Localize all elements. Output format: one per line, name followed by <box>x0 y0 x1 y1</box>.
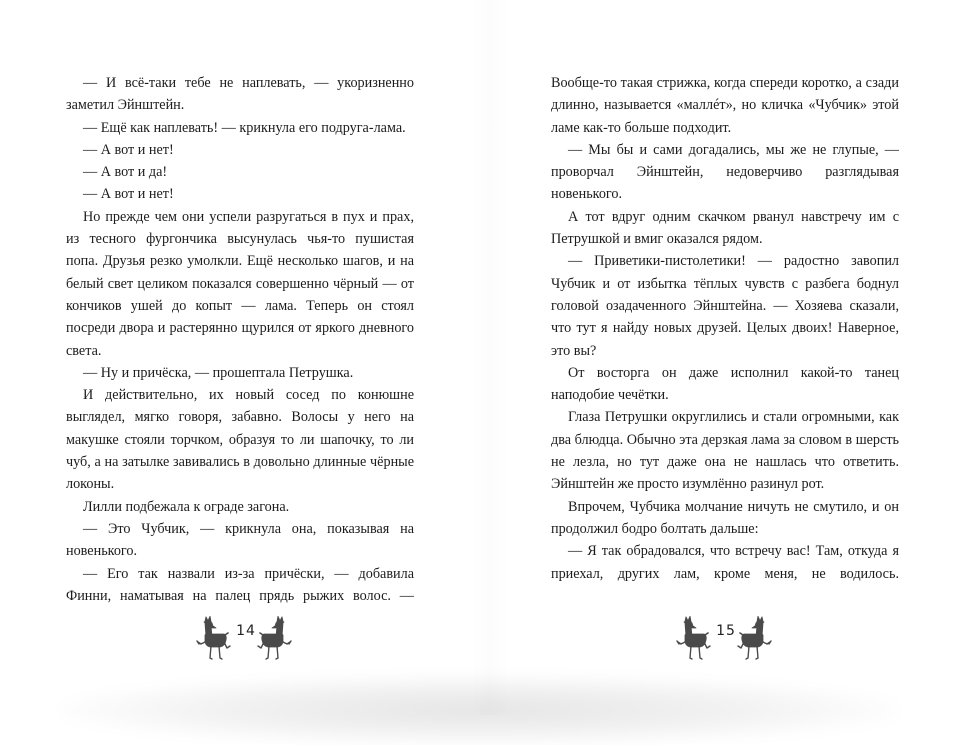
paragraph: — Ну и причёска, — прошептала Петрушка. <box>83 364 354 381</box>
paragraph: — А вот и нет! <box>83 141 174 158</box>
llama-icon <box>736 616 776 662</box>
paragraph: От восторга он даже исполнил какой-то танец наподобие чечётки. <box>551 364 899 404</box>
paragraph: — Приветики-пистолетики! — радостно завопил Чубчик и от избытка тёплых чувств с разбега боднул головой озадаченного Эйнштейна. — Хозяева сказали, что тут я найду новых друзей. Целых двоих! Наверное, это вы? <box>551 253 899 359</box>
left-page-footer <box>180 614 310 664</box>
paragraph: — А вот и да! <box>83 164 168 181</box>
paragraph: — Его так назвали из-за причёски, — добавила Финни, наматывая на палец прядь рыжих волос. — <box>66 565 414 604</box>
right-page <box>551 72 899 585</box>
book-shadow <box>60 675 898 745</box>
llama-icon <box>192 616 232 662</box>
paragraph: — И всё-таки тебе не наплевать, — укоризненно заметил Эйнштейн. <box>66 75 414 114</box>
paragraph: — Мы бы и сами догадались, мы же не глупые, — проворчал Эйнштейн, недоверчиво разглядывая новенького. <box>551 141 899 203</box>
paragraph: Но прежде чем они успели разругаться в пух и прах, из тесного фургончика высунулась чья-то пушистая попа. Друзья резко умолкли. Ещё несколько шагов, и на белый свет целиком показался совершенно чёрный — от кончиков ушей до копыт — лама. Теперь он стоял посреди двора и растерянно щурился от яркого дневного света. <box>66 208 414 359</box>
book-gutter <box>470 0 510 715</box>
paragraph: — Я так обрадовался, что встречу вас! Там, откуда я приехал, других лам, кроме меня, не водилось. <box>551 543 899 582</box>
paragraph: Вообще-то такая стрижка, когда спереди коротко, а сзади длинно, называется «маллéт», но кличка «Чубчик» этой ламе как-то больше подходит. <box>551 75 899 136</box>
paragraph: А тот вдруг одним скачком рванул навстречу им с Петрушкой и вмиг оказался рядом. <box>551 208 899 248</box>
paragraph: Лилли подбежала к ограде загона. <box>83 498 290 515</box>
left-page <box>66 72 414 607</box>
paragraph: — А вот и нет! <box>83 186 174 203</box>
llama-icon <box>672 616 712 662</box>
page-number: 14 <box>236 623 256 639</box>
paragraph: И действительно, их новый сосед по конюшне выглядел, мягко говоря, забавно. Волосы у него на макушке стояли торчком, образуя то ли шапочку, то ли чуб, а на затылке завивались в довольно длинные чёрные локоны. <box>66 387 414 493</box>
paragraph: — Ещё как наплевать! — крикнула его подруга-лама. <box>83 119 406 136</box>
paragraph: — Это Чубчик, — крикнула она, показывая на новенького. <box>66 520 414 560</box>
page-number: 15 <box>716 623 736 639</box>
paragraph: Впрочем, Чубчика молчание ничуть не смутило, и он продолжил бодро болтать дальше: <box>551 498 899 537</box>
llama-icon <box>256 616 296 662</box>
paragraph: Глаза Петрушки округлились и стали огромными, как два блюдца. Обычно эта дерзкая лама за словом в шерсть не лезла, но тут даже она не нашлась что ответить. Эйнштейн же просто изумлённо разинул рот. <box>551 409 899 493</box>
right-page-footer <box>660 614 790 664</box>
